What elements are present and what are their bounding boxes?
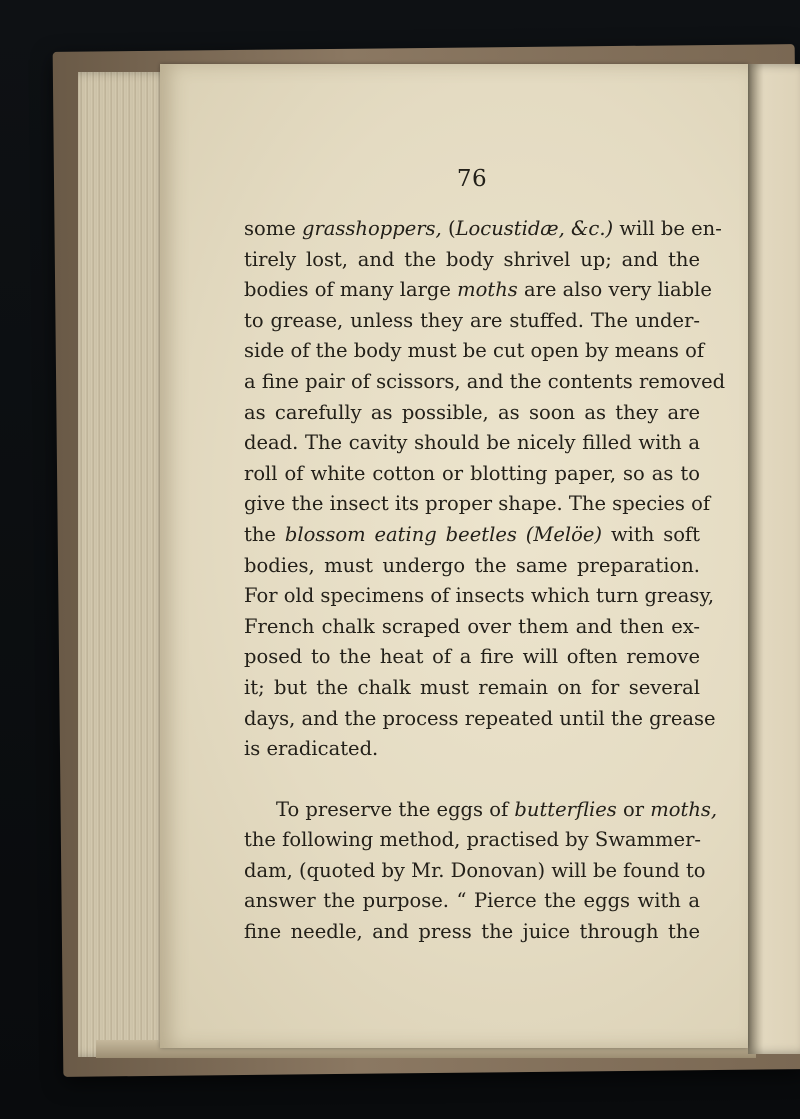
text-line: to grease, unless they are stuffed. The under- (244, 308, 700, 332)
text-line: fine needle, and press the juice through the (244, 920, 700, 944)
page-text-block (244, 164, 726, 948)
text-line: days, and the process repeated until the grease (244, 706, 716, 730)
italic-term: moths (457, 278, 518, 302)
italic-term: grasshoppers, (301, 217, 442, 240)
text-line: French chalk scraped over them and then ex- (244, 614, 700, 638)
text-line: bodies of many large moths are also very liable (244, 278, 712, 302)
text-line: answer the purpose. “ Pierce the eggs with a (244, 889, 700, 913)
text-line: roll of white cotton or blotting paper, so as to (244, 461, 700, 485)
text-line: bodies, must undergo the same preparation. (244, 553, 700, 577)
italic-term: Locustidæ, &c.) (455, 217, 614, 240)
text-line: dam, (quoted by Mr. Donovan) will be found to (244, 858, 706, 882)
text-line: the blossom eating beetles (Melöe) with soft (244, 522, 700, 546)
italic-term: moths, (650, 797, 718, 821)
text-line: as carefully as possible, as soon as they are (244, 400, 700, 424)
body-text (244, 214, 726, 948)
text-line: For old specimens of insects which turn greasy, (244, 584, 715, 608)
text-line: posed to the heat of a fire will often remove (244, 645, 700, 669)
text-line: To preserve the eggs of butterflies or moths, (276, 797, 718, 821)
text-line: the following method, practised by Swammer- (244, 828, 701, 852)
page-number: 76 (456, 166, 488, 192)
text-line: is eradicated. (244, 737, 379, 761)
text-line: tirely lost, and the body shrivel up; and the (244, 247, 700, 271)
text-line: side of the body must be cut open by means of (244, 339, 705, 363)
italic-term: butterflies (514, 797, 617, 821)
paragraph-gap (244, 765, 700, 795)
text-line: give the insect its proper shape. The species of (244, 492, 711, 516)
text-line: a fine pair of scissors, and the contents removed (244, 369, 726, 393)
book-page (160, 64, 748, 1048)
text-line: some grasshoppers, (Locustidæ, &c.) will be en- (244, 217, 722, 240)
text-line: it; but the chalk must remain on for several (244, 675, 700, 699)
text-line: dead. The cavity should be nicely filled with a (244, 431, 700, 455)
facing-page (748, 64, 800, 1054)
italic-term: blossom eating beetles (Melöe) (284, 522, 603, 546)
